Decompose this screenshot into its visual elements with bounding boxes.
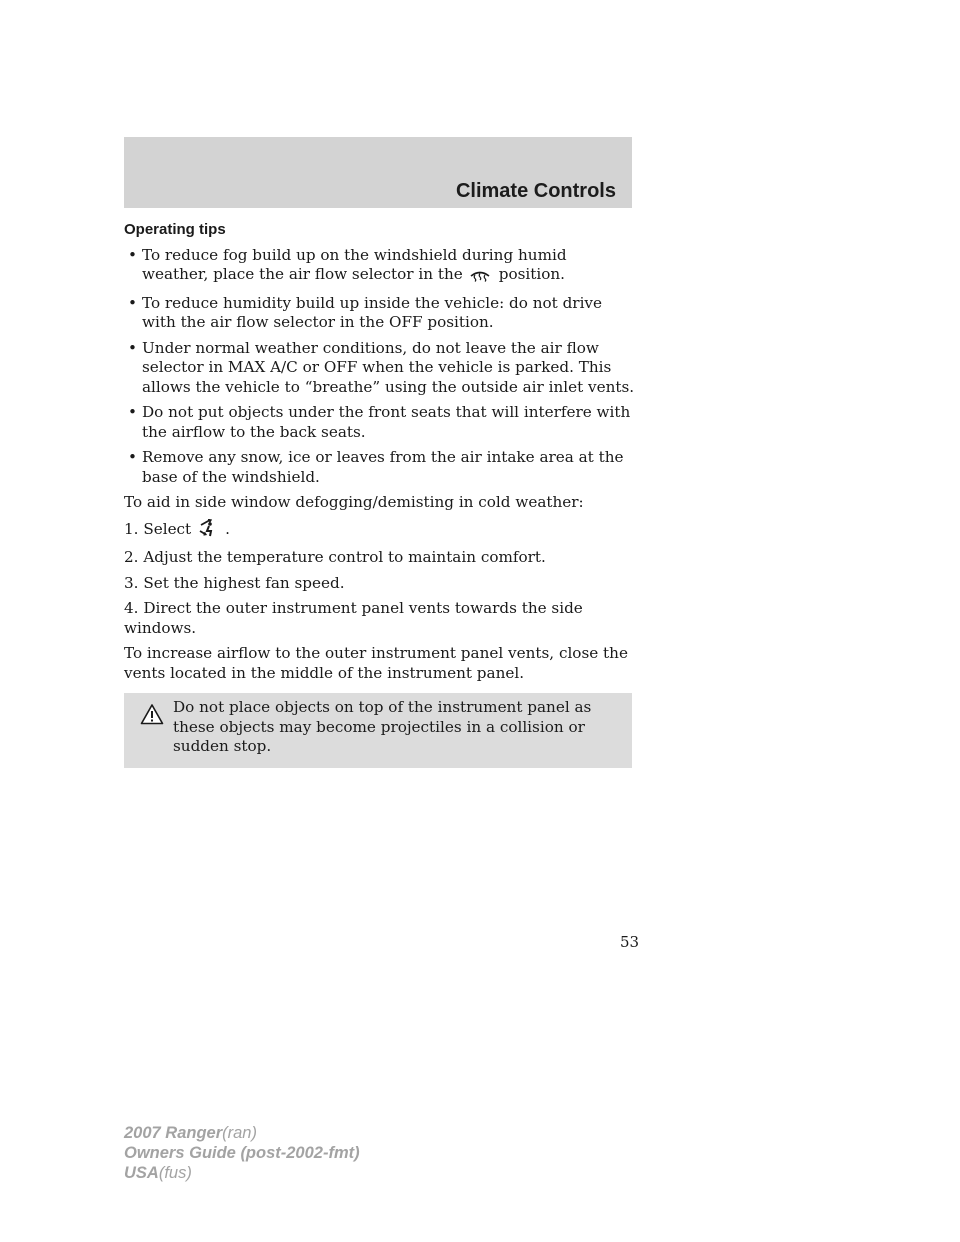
footer-guide: Owners Guide (post-2002-fmt) (124, 1144, 360, 1162)
list-item: • Under normal weather conditions, do not leave the air flow selector in MAX A/C or OFF when the vehicle is parked. This allows the vehicle to “breathe” using the outside air inlet vents. (124, 339, 636, 398)
chapter-title: Climate Controls (455, 180, 616, 202)
footer-line-2 (124, 1143, 360, 1163)
footer-line-1 (124, 1123, 360, 1143)
page-content (124, 220, 636, 768)
list-item: • To reduce humidity build up inside the vehicle: do not drive with the air flow selector in the OFF position. (124, 294, 636, 333)
list-item: • Remove any snow, ice or leaves from the air intake area at the base of the windshield. (124, 448, 636, 487)
defog-step-4: 4. Direct the outer instrument panel vents towards the side windows. (124, 599, 583, 637)
warning-box (124, 693, 632, 768)
defog-step-3: 3. Set the highest fan speed. (124, 573, 345, 592)
tip-text-before-icon: To reduce fog build up on the windshield during humid weather, place the air flow selector in the (142, 245, 567, 283)
step1-text: 1. Select (124, 519, 192, 538)
section-heading: Operating tips (124, 221, 226, 238)
footer-line-3 (124, 1163, 360, 1183)
step1-period: . (225, 519, 230, 538)
defog-step-1 (124, 519, 636, 543)
footer-model: 2007 Ranger (124, 1124, 223, 1142)
footer-market: USA (124, 1164, 159, 1182)
warning-text: Do not place objects on top of the instrument panel as these objects may become projectiles in a collision or sudden stop. (173, 698, 592, 755)
airflow-note: To increase airflow to the outer instrument panel vents, close the vents located in the middle of the instrument panel. (124, 644, 628, 682)
defog-intro: To aid in side window defogging/demisting in cold weather: (124, 493, 584, 511)
defrost-icon (469, 268, 491, 288)
footer-market-code: (fus) (158, 1164, 192, 1182)
list-item: • Do not put objects under the front seats that will interfere with the airflow to the back seats. (124, 403, 636, 442)
document-footer (124, 1123, 360, 1183)
defog-step-2: 2. Adjust the temperature control to maintain comfort. (124, 548, 546, 566)
tip-text-after-icon: position. (498, 265, 565, 283)
chapter-header (124, 137, 632, 208)
footer-model-code: (ran) (222, 1124, 257, 1142)
page-number: 53 (620, 933, 640, 951)
tips-list (124, 246, 636, 488)
floor-defrost-icon (197, 519, 217, 543)
list-item (124, 246, 636, 288)
warning-triangle-icon (140, 703, 164, 731)
